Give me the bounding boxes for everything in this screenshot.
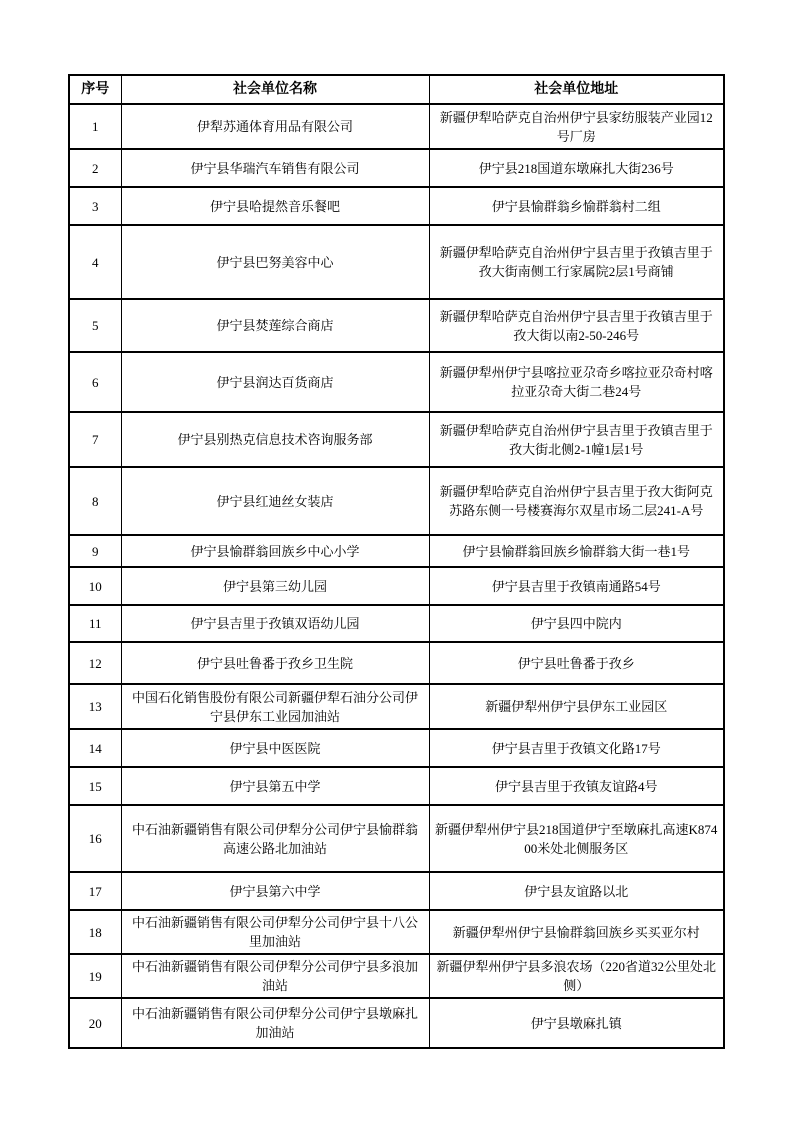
row-number-cell: 19 — [69, 954, 121, 998]
row-number-cell: 4 — [69, 225, 121, 299]
unit-address-cell: 新疆伊犁州伊宁县愉群翁回族乡买买亚尔村 — [429, 910, 724, 954]
row-number-cell: 8 — [69, 467, 121, 535]
table-row — [69, 805, 724, 872]
unit-address-cell: 伊宁县愉群翁乡愉群翁村二组 — [429, 187, 724, 225]
col-header-no: 序号 — [69, 75, 121, 104]
unit-name-cell: 中石油新疆销售有限公司伊犁分公司伊宁县墩麻扎加油站 — [121, 998, 429, 1048]
table-row — [69, 767, 724, 805]
unit-name-cell: 中国石化销售股份有限公司新疆伊犁石油分公司伊宁县伊东工业园加油站 — [121, 684, 429, 729]
table-row — [69, 954, 724, 998]
unit-name-cell: 伊宁县红迪丝女装店 — [121, 467, 429, 535]
unit-name-cell: 伊宁县第六中学 — [121, 872, 429, 910]
unit-address-cell: 新疆伊犁州伊宁县多浪农场（220省道32公里处北侧） — [429, 954, 724, 998]
unit-address-cell: 伊宁县吉里于孜镇文化路17号 — [429, 729, 724, 767]
row-number-cell: 9 — [69, 535, 121, 567]
table-row — [69, 605, 724, 642]
unit-name-cell: 伊宁县润达百货商店 — [121, 352, 429, 412]
row-number-cell: 6 — [69, 352, 121, 412]
unit-name-cell: 伊宁县华瑞汽车销售有限公司 — [121, 149, 429, 187]
table-header — [69, 75, 724, 104]
row-number-cell: 14 — [69, 729, 121, 767]
row-number-cell: 1 — [69, 104, 121, 149]
col-header-name: 社会单位名称 — [121, 75, 429, 104]
unit-address-cell: 新疆伊犁州伊宁县218国道伊宁至墩麻扎高速K87400米处北侧服务区 — [429, 805, 724, 872]
unit-name-cell: 伊宁县巴努美容中心 — [121, 225, 429, 299]
unit-address-cell: 新疆伊犁哈萨克自治州伊宁县吉里于孜镇吉里于孜大街北侧2-1幢1层1号 — [429, 412, 724, 467]
unit-address-cell: 新疆伊犁州伊宁县喀拉亚尕奇乡喀拉亚尕奇村喀拉亚尕奇大街二巷24号 — [429, 352, 724, 412]
row-number-cell: 16 — [69, 805, 121, 872]
unit-name-cell: 伊宁县第三幼儿园 — [121, 567, 429, 605]
unit-address-cell: 伊宁县四中院内 — [429, 605, 724, 642]
unit-name-cell: 伊宁县吉里于孜镇双语幼儿园 — [121, 605, 429, 642]
unit-address-cell: 新疆伊犁哈萨克自治州伊宁县吉里于孜大街阿克苏路东侧一号楼赛海尔双星市场二层241-A号 — [429, 467, 724, 535]
unit-address-cell: 伊宁县墩麻扎镇 — [429, 998, 724, 1048]
table-row — [69, 729, 724, 767]
table-row — [69, 684, 724, 729]
row-number-cell: 15 — [69, 767, 121, 805]
row-number-cell: 5 — [69, 299, 121, 352]
table-row — [69, 642, 724, 684]
row-number-cell: 7 — [69, 412, 121, 467]
table-row — [69, 998, 724, 1048]
row-number-cell: 3 — [69, 187, 121, 225]
row-number-cell: 17 — [69, 872, 121, 910]
unit-name-cell: 中石油新疆销售有限公司伊犁分公司伊宁县十八公里加油站 — [121, 910, 429, 954]
row-number-cell: 11 — [69, 605, 121, 642]
table-body — [69, 104, 724, 1048]
col-header-address: 社会单位地址 — [429, 75, 724, 104]
row-number-cell: 20 — [69, 998, 121, 1048]
unit-name-cell: 伊宁县中医医院 — [121, 729, 429, 767]
table-row — [69, 104, 724, 149]
table-row — [69, 225, 724, 299]
table-row — [69, 872, 724, 910]
unit-name-cell: 中石油新疆销售有限公司伊犁分公司伊宁县愉群翁高速公路北加油站 — [121, 805, 429, 872]
unit-name-cell: 伊宁县哈提然音乐餐吧 — [121, 187, 429, 225]
table-row — [69, 467, 724, 535]
unit-address-cell: 新疆伊犁哈萨克自治州伊宁县家纺服装产业园12号厂房 — [429, 104, 724, 149]
unit-address-cell: 伊宁县吉里于孜镇友谊路4号 — [429, 767, 724, 805]
row-number-cell: 18 — [69, 910, 121, 954]
unit-name-cell: 伊宁县愉群翁回族乡中心小学 — [121, 535, 429, 567]
table-row — [69, 299, 724, 352]
unit-name-cell: 中石油新疆销售有限公司伊犁分公司伊宁县多浪加油站 — [121, 954, 429, 998]
table-row — [69, 352, 724, 412]
unit-name-cell: 伊宁县焚莲综合商店 — [121, 299, 429, 352]
unit-name-cell: 伊宁县吐鲁番于孜乡卫生院 — [121, 642, 429, 684]
unit-address-cell: 伊宁县吐鲁番于孜乡 — [429, 642, 724, 684]
unit-name-cell: 伊宁县别热克信息技术咨询服务部 — [121, 412, 429, 467]
table-row — [69, 567, 724, 605]
unit-address-cell: 伊宁县吉里于孜镇南通路54号 — [429, 567, 724, 605]
unit-address-cell: 伊宁县愉群翁回族乡愉群翁大街一巷1号 — [429, 535, 724, 567]
row-number-cell: 2 — [69, 149, 121, 187]
table-row — [69, 535, 724, 567]
unit-address-cell: 伊宁县友谊路以北 — [429, 872, 724, 910]
unit-address-cell: 伊宁县218国道东墩麻扎大街236号 — [429, 149, 724, 187]
unit-address-cell: 新疆伊犁哈萨克自治州伊宁县吉里于孜镇吉里于孜大街南侧工行家属院2层1号商铺 — [429, 225, 724, 299]
table-row — [69, 149, 724, 187]
table-row — [69, 412, 724, 467]
unit-name-cell: 伊宁县第五中学 — [121, 767, 429, 805]
social-units-table — [68, 74, 725, 1049]
unit-name-cell: 伊犁苏通体育用品有限公司 — [121, 104, 429, 149]
unit-address-cell: 新疆伊犁州伊宁县伊东工业园区 — [429, 684, 724, 729]
table-row — [69, 910, 724, 954]
table-row — [69, 187, 724, 225]
unit-address-cell: 新疆伊犁哈萨克自治州伊宁县吉里于孜镇吉里于孜大街以南2-50-246号 — [429, 299, 724, 352]
header-row — [69, 75, 724, 104]
row-number-cell: 12 — [69, 642, 121, 684]
row-number-cell: 10 — [69, 567, 121, 605]
row-number-cell: 13 — [69, 684, 121, 729]
